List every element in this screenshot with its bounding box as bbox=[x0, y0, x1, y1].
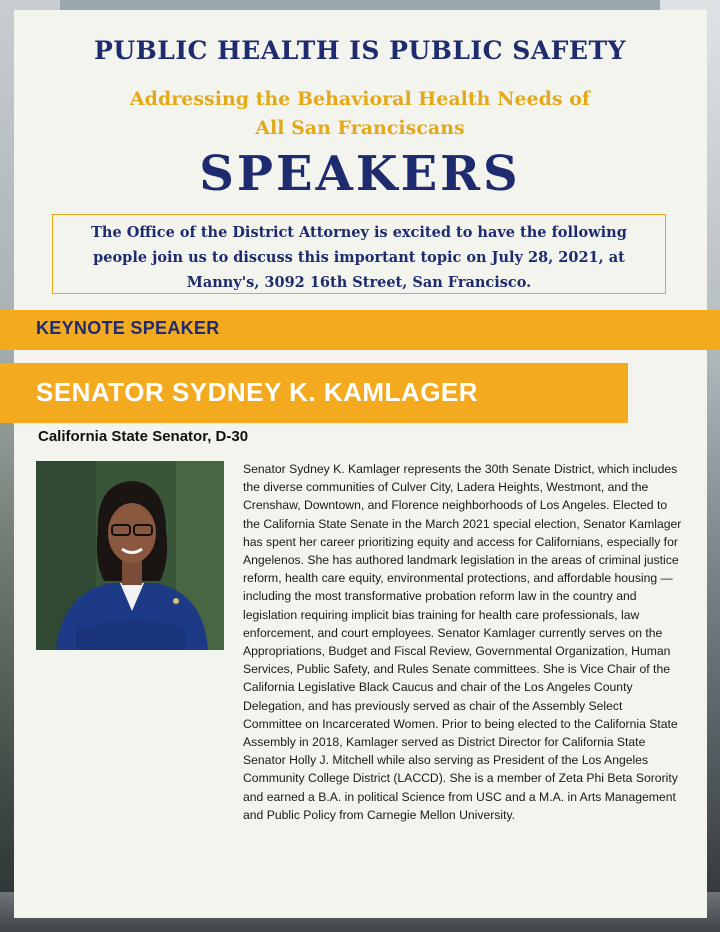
keynote-banner bbox=[0, 310, 720, 350]
event-subtitle bbox=[0, 85, 720, 143]
speaker-photo bbox=[36, 461, 224, 650]
speaker-portrait-illustration bbox=[36, 461, 224, 650]
event-title: PUBLIC HEALTH IS PUBLIC SAFETY bbox=[94, 36, 626, 65]
intro-box bbox=[52, 214, 666, 294]
speaker-name: SENATOR SYDNEY K. KAMLAGER bbox=[36, 377, 479, 407]
intro-line-1: The Office of the District Attorney is excited to have the following bbox=[91, 224, 627, 241]
subtitle-line-1: Addressing the Behavioral Health Needs of bbox=[129, 88, 591, 110]
speaker-bio: Senator Sydney K. Kamlager represents the 30th Senate District, which includes the diverse communities of Culver City, Ladera Heights, Westmont, and the Crenshaw, Downtown, and Florence neighborhoods of Los Angeles. Elected to the California State Senate in the March 2021 special election, Senator Kamlager has spent her career prioritizing equity and access for Californians, especially for Angelenos. She has authored landmark legislation in the areas of criminal justice reform, health care equity, environmental protections, and affordable housing — including the most transformative probation reform law in the country and legislation requiring implicit bias training for health care professionals, law enforcement, and court employees. Senator Kamlager currently serves on the Appropriations, Budget and Fiscal Review, Governmental Organization, Human Services, Public Safety, and Rules Senate committees. She is Vice Chair of the California Legislative Black Caucus and chair of the Los Angeles County Delegation, and has previously served as chair of the Assembly Select Committee on Incarcerated Women. Prior to being elected to the California State Assembly in 2018, Kamlager served as District Director for California State Senator Holly J. Mitchell while also serving as President of the Los Angeles Community College District (LACCD). She is a member of Zeta Phi Beta Sorority and earned a B.A. in political Science from USC and a M.A. in Arts Management and Public Policy from Carnegie Mellon University. bbox=[243, 462, 682, 822]
keynote-label: KEYNOTE SPEAKER bbox=[36, 318, 220, 338]
intro-line-3: Manny's, 3092 16th Street, San Francisco. bbox=[186, 274, 532, 291]
speaker-role: California State Senator, D-30 bbox=[38, 428, 249, 445]
intro-line-2: people join us to discuss this important topic on July 28, 2021, at bbox=[93, 249, 625, 266]
section-title: SPEAKERS bbox=[199, 146, 521, 202]
speaker-name-banner bbox=[0, 363, 628, 423]
subtitle-line-2: All San Franciscans bbox=[255, 117, 465, 139]
